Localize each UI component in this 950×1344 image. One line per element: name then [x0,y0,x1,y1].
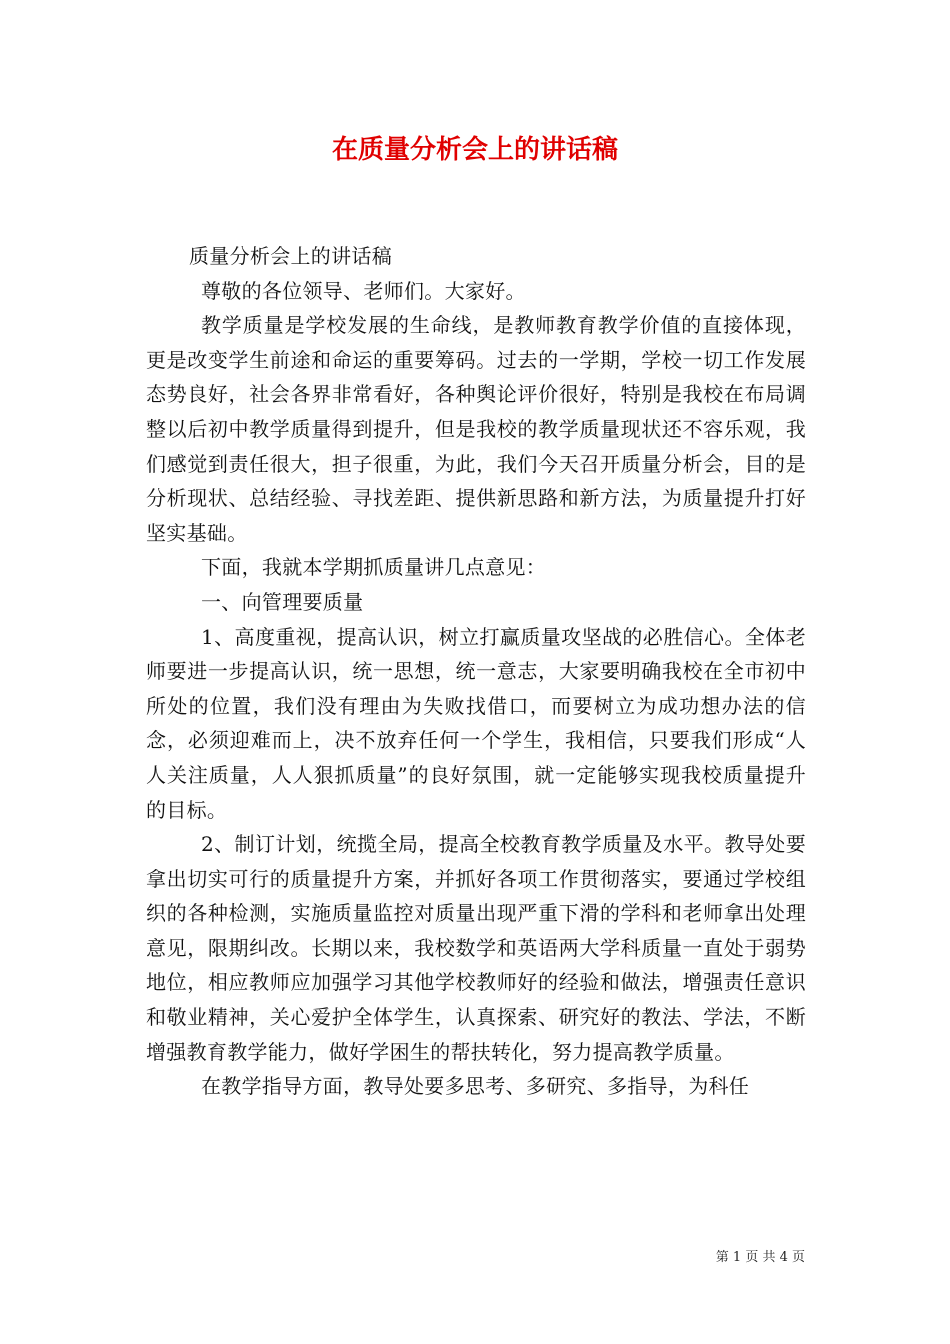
paragraph-greeting: 尊敬的各位领导、老师们。大家好。 [201,278,526,303]
document-body [146,239,806,1104]
section-heading-management: 一、向管理要质量 [201,589,364,614]
paragraph-intro: 教学质量是学校发展的生命线，是教师教育教学价值的直接体现，更是改变学生前途和命运的重要筹码。过去的一学期，学校一切工作发展态势良好，社会各界非常看好，各种舆论评价很好，特别是我校在布局调整以后初中教学质量得到提升，但是我校的教学质量现状还不容乐观，我们感觉到责任很大，担子很重，为此，我们今天召开质量分析会，目的是分析现状、总结经验、寻找差距、提供新思路和新方法，为质量提升打好坚实基础。 [146,313,806,545]
page-number-footer: 第 1 页 共 4 页 [715,1250,805,1265]
paragraph-transition: 下面，我就本学期抓质量讲几点意见： [201,555,547,580]
paragraph-point-2: 2、制订计划，统揽全局，提高全校教育教学质量及水平。教导处要拿出切实可行的质量提升方案，并抓好各项工作贯彻落实，要通过学校组织的各种检测，实施质量监控对质量出现严重下滑的学科和老师拿出处理意见，限期纠改。长期以来，我校数学和英语两大学科质量一直处于弱势地位，相应教师应加强学习其他学校教师好的经验和做法，增强责任意识和敬业精神，关心爱护全体学生，认真探索、研究好的教法、学法，不断增强教育教学能力，做好学困生的帮扶转化，努力提高教学质量。 [146,832,806,1064]
paragraph-point-1: 1、高度重视，提高认识，树立打赢质量攻坚战的必胜信心。全体老师要进一步提高认识，统一思想，统一意志，大家要明确我校在全市初中所处的位置，我们没有理由为失败找借口，而要树立为成功想办法的信念，必须迎难而上，决不放弃任何一个学生，我相信，只要我们形成“人人关注质量，人人狠抓质量”的良好氛围，就一定能够实现我校质量提升的目标。 [146,624,806,822]
document-title: 在质量分析会上的讲话稿 [331,135,618,165]
paragraph-subtitle: 质量分析会上的讲话稿 [189,244,392,268]
paragraph-teaching-guidance: 在教学指导方面，教导处要多思考、多研究、多指导，为科任 [201,1074,750,1099]
